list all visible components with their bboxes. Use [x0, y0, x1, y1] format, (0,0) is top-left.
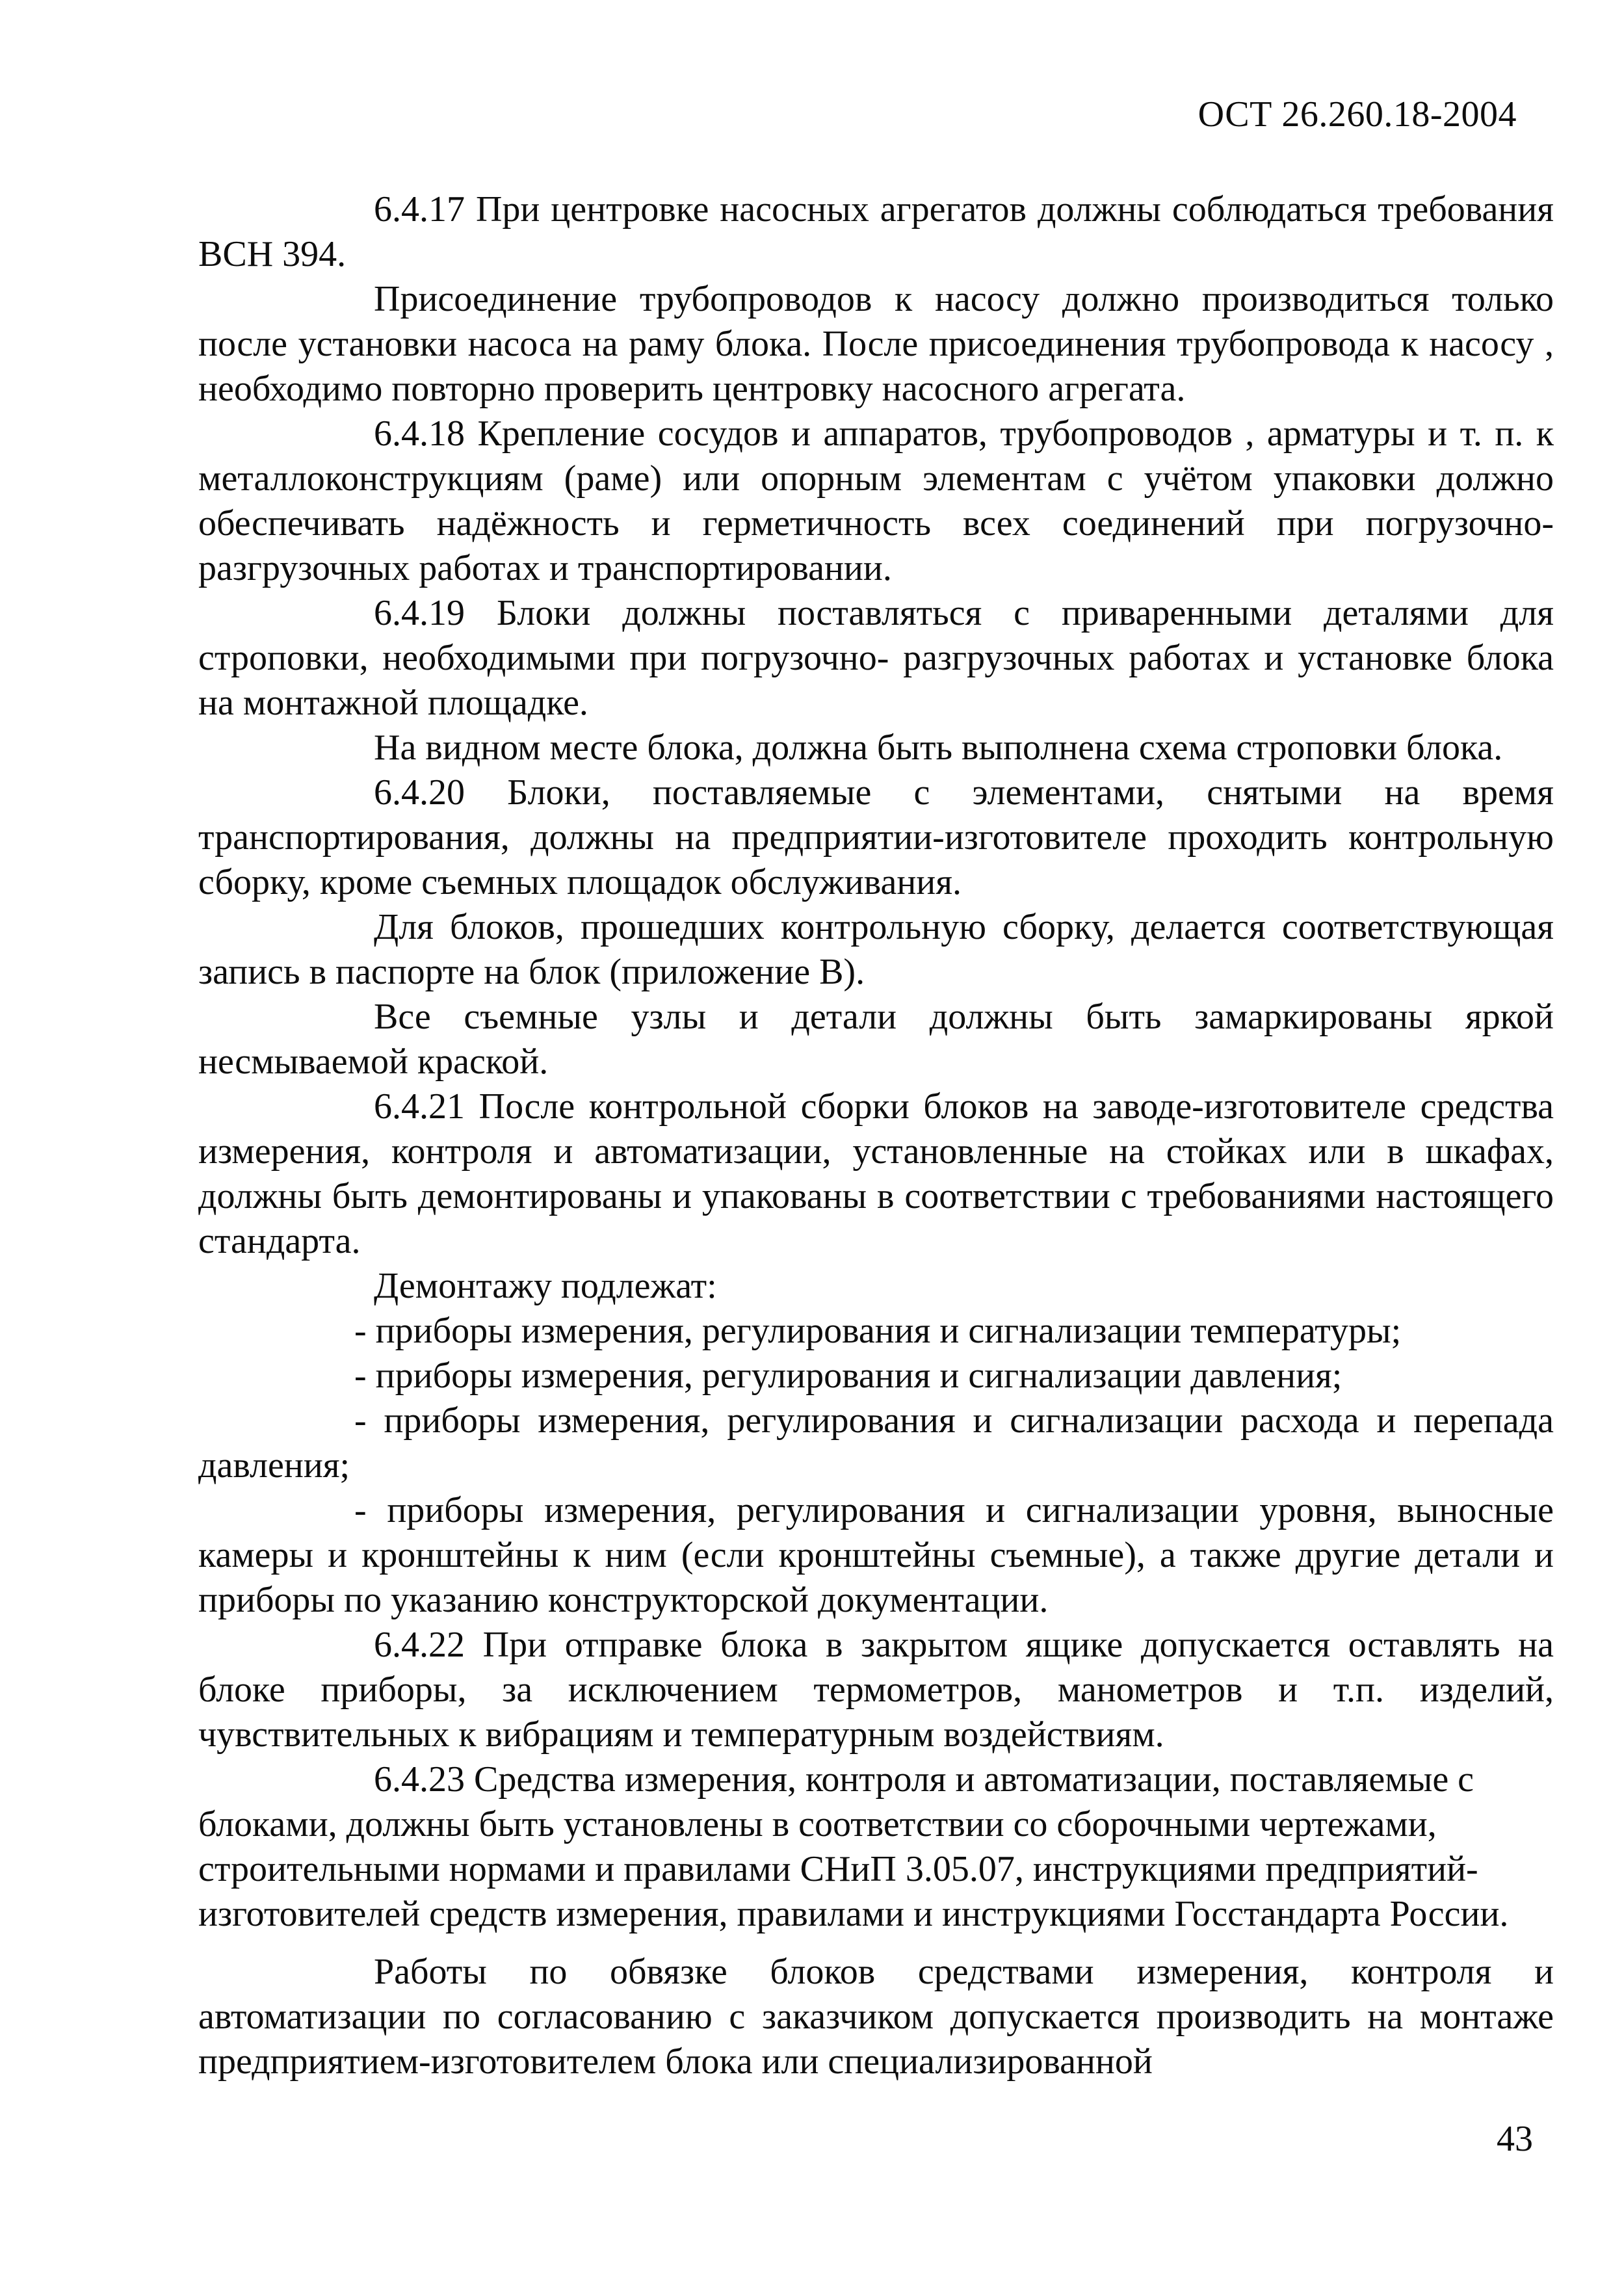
paragraph-passport-record: Для блоков, прошедших контрольную сборку, делается соответствующая запись в паспорте на блок (приложение В). [198, 907, 1554, 992]
list-item-temperature: - приборы измерения, регулирования и сигнализации температуры; [354, 1311, 1402, 1351]
paragraph-6-4-22: 6.4.22 При отправке блока в закрытом ящике допускается оставлять на блоке приборы, за исключением термометров, манометров и т.п. изделий, чувствительных к вибрациям и температурным воздействиям. [198, 1625, 1554, 1755]
paragraph-6-4-20: 6.4.20 Блоки, поставляемые с элементами, снятыми на время транспортирования, должны на предприятии-изготовителе проходить контрольную сборку, кроме съемных площадок обслуживания. [198, 772, 1554, 902]
list-item-level: - приборы измерения, регулирования и сигнализации уровня, выносные камеры и кронштейны к ним (если кронштейны съемные), а также другие детали и приборы по указанию конструкторской документации. [198, 1490, 1554, 1620]
paragraph-6-4-17: 6.4.17 При центровке насосных агрегатов должны соблюдаться требования ВСН 394. [198, 189, 1554, 274]
paragraph-piping-works: Работы по обвязке блоков средствами измерения, контроля и автоматизации по согласованию с заказчиком допускается производить на монтаже предприятием-изготовителем блока или специализированной [198, 1952, 1554, 2082]
paragraph-dismantling-intro: Демонтажу подлежат: [374, 1266, 717, 1306]
paragraph-6-4-19: 6.4.19 Блоки должны поставляться с приваренными деталями для строповки, необходимыми при погрузочно- разгрузочных работах и установке блока на монтажной площадке. [198, 593, 1554, 723]
document-code: ОСТ 26.260.18-2004 [1198, 94, 1517, 135]
paragraph-6-4-18: 6.4.18 Крепление сосудов и аппаратов, трубопроводов , арматуры и т. п. к металлоконструкциям (раме) или опорным элементам с учётом упаковки должно обеспечивать надёжность и герметичность всех соединений при погрузочно- разгрузочных работах и транспортировании. [198, 413, 1554, 588]
paragraph-marking: Все съемные узлы и детали должны быть замаркированы яркой несмываемой краской. [198, 997, 1554, 1082]
paragraph-6-4-23: 6.4.23 Средства измерения, контроля и автоматизации, поставляемые с блоками, должны быть установлены в соответствии со сборочными чертежами, строительными нормами и правилами СНиП 3.05.07, инструкциями предприятий-изготовителей средств измерения, правилами и инструкциями Госстандарта России. [198, 1759, 1509, 1934]
paragraph-slinging-scheme: На видном месте блока, должна быть выполнена схема строповки блока. [374, 727, 1503, 768]
document-body [198, 187, 1554, 2084]
list-item-flow: - приборы измерения, регулирования и сигнализации расхода и перепада давления; [198, 1400, 1554, 1486]
paragraph-pipe-connection: Присоединение трубопроводов к насосу должно производиться только после установки насоса на раму блока. После присоединения трубопровода к насосу , необходимо повторно проверить центровку насосного агрегата. [198, 279, 1554, 409]
paragraph-6-4-21: 6.4.21 После контрольной сборки блоков на заводе-изготовителе средства измерения, контроля и автоматизации, установленные на стойках или в шкафах, должны быть демонтированы и упакованы в соответствии с требованиями настоящего стандарта. [198, 1086, 1554, 1261]
page-number: 43 [1497, 2119, 1533, 2159]
list-item-pressure: - приборы измерения, регулирования и сигнализации давления; [354, 1356, 1342, 1396]
